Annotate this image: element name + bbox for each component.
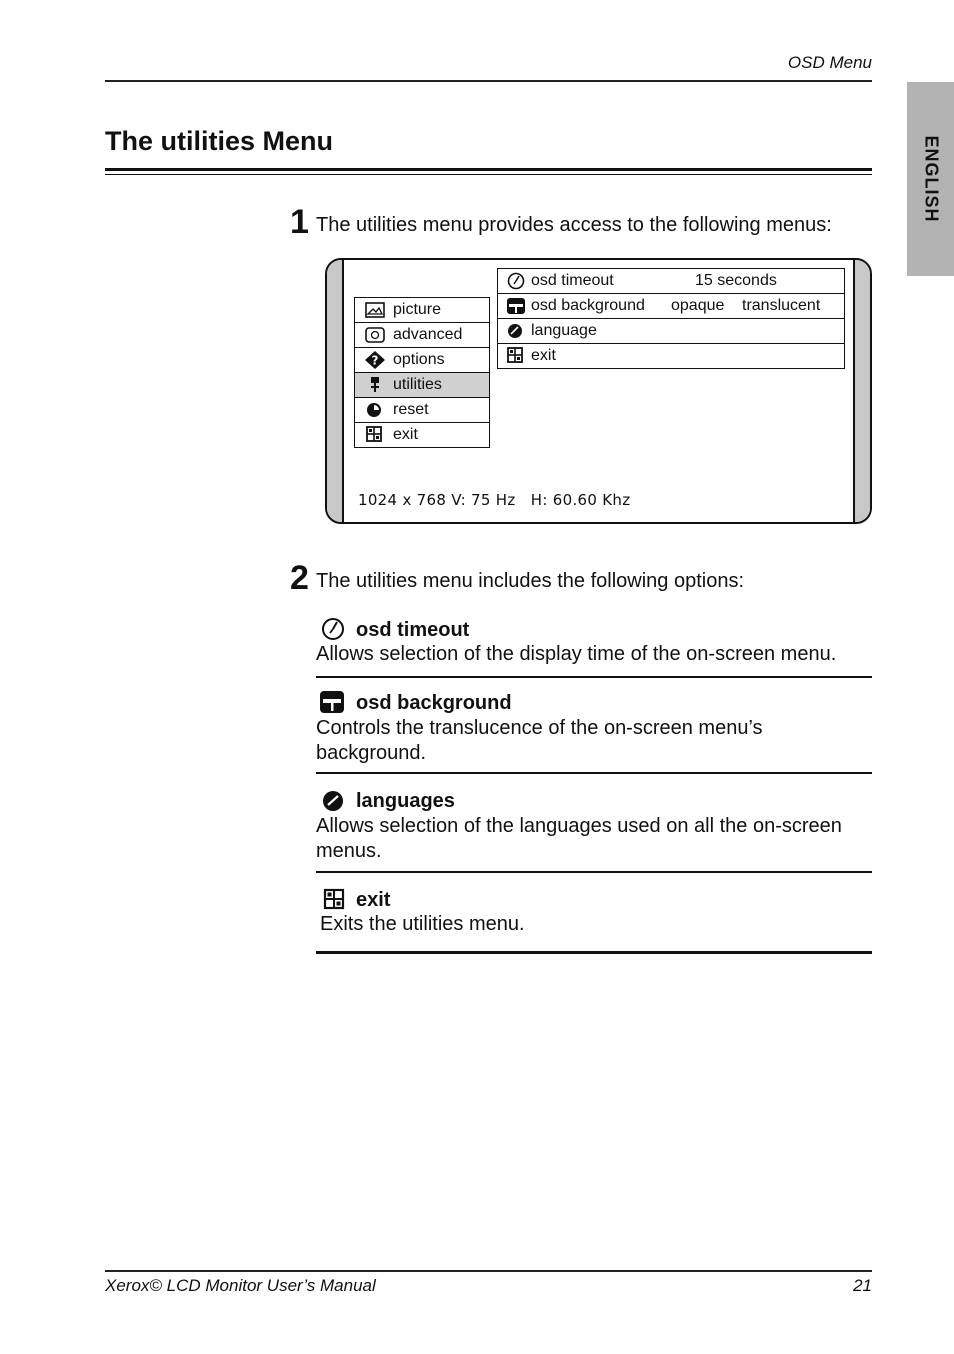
- header-rule: [105, 80, 872, 82]
- option-desc-exit: Exits the utilities menu.: [320, 913, 525, 935]
- osd-submenu-label: language: [531, 322, 597, 339]
- osd-submenu-item-background[interactable]: [497, 294, 845, 319]
- title-rule: [105, 168, 872, 171]
- option-title-languages: languages: [356, 790, 455, 812]
- option-divider-bottom: [316, 951, 872, 954]
- option-divider: [316, 676, 872, 678]
- osd-frame-right-bar: [853, 260, 870, 522]
- option-desc-osd-background: Controls the translucence of the on-screen menu’s background.: [316, 717, 763, 764]
- osd-menu-item-advanced[interactable]: [354, 323, 490, 348]
- osd-utilities-submenu: [497, 268, 845, 369]
- osd-menu-label: reset: [393, 401, 429, 418]
- reset-icon: [365, 401, 385, 419]
- timeout-icon: [320, 617, 346, 641]
- osd-menu-label: advanced: [393, 326, 463, 343]
- utilities-icon: [365, 376, 385, 394]
- step-text-1: The utilities menu provides access to the following menus:: [316, 214, 832, 236]
- osd-frame-left-bar: [327, 260, 344, 522]
- footer-rule: [105, 1270, 872, 1272]
- step-text-2: The utilities menu includes the following options:: [316, 570, 745, 592]
- exit-icon: [322, 888, 348, 912]
- option-title-osd-timeout: osd timeout: [356, 619, 470, 641]
- osd-submenu-item-language[interactable]: [497, 319, 845, 344]
- osd-menu-label: picture: [393, 301, 442, 318]
- osd-resolution-status: 1024 x 768 V: 75 Hz H: 60.60 Khz: [358, 491, 631, 509]
- language-tab: [907, 82, 954, 276]
- option-desc-languages: Allows selection of the languages used on all the on-screen menus.: [316, 815, 842, 862]
- osd-menu-item-reset[interactable]: [354, 398, 490, 423]
- language-icon: [506, 322, 526, 340]
- osd-menu-label: options: [393, 351, 445, 368]
- background-icon: [506, 297, 526, 315]
- osd-menu-item-exit[interactable]: [354, 423, 490, 448]
- picture-icon: [365, 301, 385, 319]
- step-number-1: 1: [290, 203, 309, 241]
- step-number-2: 2: [290, 559, 309, 597]
- option-divider: [316, 871, 872, 873]
- options-icon: [365, 351, 385, 369]
- language-icon: [321, 789, 347, 813]
- exit-icon: [506, 347, 526, 365]
- osd-submenu-label: osd background: [531, 297, 645, 314]
- osd-menu-item-picture[interactable]: [354, 297, 490, 323]
- advanced-icon: [365, 326, 385, 344]
- osd-menu-item-options[interactable]: [354, 348, 490, 373]
- osd-menu-item-utilities[interactable]: [354, 373, 490, 398]
- option-title-exit: exit: [356, 889, 391, 911]
- osd-submenu-item-exit[interactable]: [497, 344, 845, 369]
- osd-submenu-item-timeout[interactable]: [497, 268, 845, 294]
- title-rule-thin: [105, 174, 872, 175]
- footer-page-number: 21: [853, 1276, 872, 1295]
- osd-menu-label: exit: [393, 426, 418, 443]
- option-title-osd-background: osd background: [356, 692, 512, 714]
- osd-main-menu: [354, 297, 490, 448]
- exit-icon: [365, 426, 385, 444]
- osd-submenu-label: exit: [531, 347, 556, 364]
- header-section-title: OSD Menu: [787, 53, 872, 72]
- footer-manual-title: Xerox© LCD Monitor User’s Manual: [105, 1276, 376, 1295]
- osd-background-translucent[interactable]: translucent: [742, 297, 821, 314]
- osd-timeout-value: 15 seconds: [695, 272, 777, 289]
- language-tab-label: ENGLISH: [921, 135, 941, 223]
- background-icon: [319, 690, 345, 714]
- osd-submenu-label: osd timeout: [531, 272, 614, 289]
- option-desc-osd-timeout: Allows selection of the display time of the on-screen menu.: [316, 643, 837, 665]
- timeout-icon: [506, 272, 526, 290]
- osd-menu-label: utilities: [393, 376, 442, 393]
- page-title: The utilities Menu: [105, 126, 334, 156]
- option-divider: [316, 772, 872, 774]
- osd-background-opaque[interactable]: opaque: [671, 297, 725, 314]
- svg-text:?: ?: [371, 353, 379, 368]
